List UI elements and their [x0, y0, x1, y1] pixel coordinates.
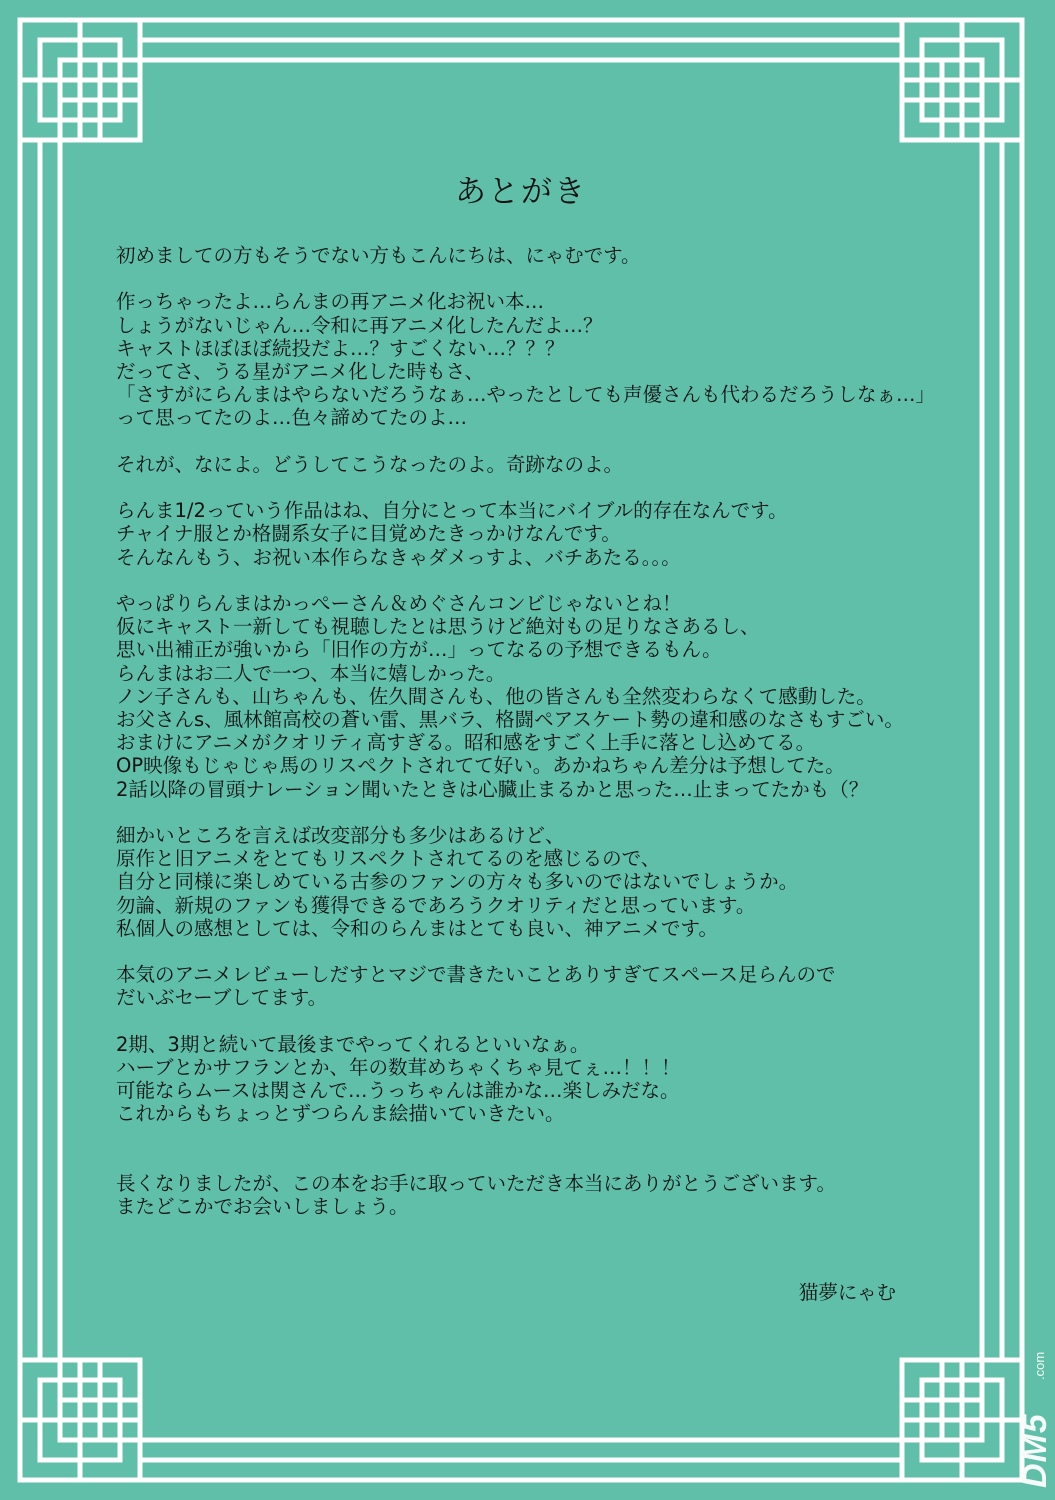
text-line: そんなんもう、お祝い本作らなきゃダメっすよ、バチあたる。。。 — [116, 545, 681, 569]
paragraph — [116, 592, 946, 801]
text-line: らんま1/2っていう作品はね、自分にとって本当にバイブル的存在なんです。 — [116, 499, 788, 523]
text-line: って思ってたのよ…色々諦めてたのよ… — [116, 406, 468, 430]
text-line: これからもちょっとずつらんま絵描いていきたい。 — [116, 1102, 565, 1126]
text-line: 2期、3期と続いて最後までやってくれるといいなぁ。 — [116, 1032, 590, 1056]
text-line: 自分と同様に楽しめている古参のファンの方々も多いのではないでしょうか。 — [116, 870, 799, 894]
corner-ornament-top-right — [902, 20, 1022, 140]
paragraph — [116, 963, 946, 1009]
text-line: 思い出補正が強いから「旧作の方が…」ってなるの予想できるもん。 — [116, 638, 722, 662]
corner-ornament-top-left — [20, 20, 140, 140]
text-line: またどこかでお会いしましょう。 — [116, 1195, 409, 1219]
afterword-body — [116, 244, 946, 1242]
author-signature: 猫夢にゃむ — [798, 1281, 896, 1304]
text-line: チャイナ服とか格闘系女子に目覚めたきっかけなんです。 — [116, 522, 621, 546]
text-line: 作っちゃったよ…らんまの再アニメ化お祝い本… — [116, 290, 545, 314]
text-line: 仮にキャスト一新しても視聴したとは思うけど絶対もの足りなさあるし、 — [116, 615, 760, 639]
text-line: やっぱりらんまはかっぺーさん＆めぐさんコンビじゃないとね！ — [116, 591, 682, 615]
text-line: 初めましての方もそうでない方もこんにちは、にゃむです。 — [116, 244, 641, 267]
corner-ornament-bottom-left — [20, 1360, 140, 1480]
text-line: 「さすがにらんまはやらないだろうなぁ…やったとしても声優さんも代わるだろうしなぁ…」 — [116, 383, 936, 407]
text-line: おまけにアニメがクオリティ高すぎる。昭和感をすごく上手に落とし込めてる。 — [116, 731, 816, 755]
text-line: 勿論、新規のファンも獲得できるであろうクオリティだと思っています。 — [116, 893, 756, 917]
paragraph — [116, 824, 946, 940]
text-line: ノン子さんも、山ちゃんも、佐久間さんも、他の皆さんも全然変わらなくて感動した。 — [116, 684, 876, 708]
page-title: あとがき — [455, 174, 587, 210]
text-line: 本気のアニメレビューしだすとマジで書きたいことありすぎてスペース足らんので — [116, 963, 836, 987]
text-line: お父さんs、風林館高校の蒼い雷、黒バラ、格闘ペアスケート勢の違和感のなさもすごい。 — [116, 708, 904, 731]
text-line: OP映像もじゃじゃ馬のリスペクトされてて好い。あかねちゃん差分は予想してた。 — [116, 754, 845, 778]
paragraph — [116, 1172, 946, 1218]
text-line: しょうがないじゃん…令和に再アニメ化したんだよ…？ — [116, 313, 603, 337]
text-line: 2話以降の冒頭ナレーション聞いたときは心臓止まるかと思った…止まってたかも（？ — [116, 777, 869, 801]
text-line: それが、なによ。どうしてこうなったのよ。奇跡なのよ。 — [116, 452, 624, 476]
paragraph — [116, 244, 946, 267]
text-line: 可能ならムースは関さんで…うっちゃんは誰かな…楽しみだな。 — [116, 1079, 680, 1103]
watermark-domain: .com — [1032, 1351, 1047, 1380]
paragraph — [116, 1033, 946, 1126]
text-line: 長くなりましたが、この本をお手に取っていただき本当にありがとうございます。 — [116, 1172, 836, 1195]
text-line: ハーブとかサフランとか、年の数茸めちゃくちゃ見てぇ…！！！ — [116, 1056, 681, 1079]
paragraph — [116, 499, 946, 569]
text-line: だってさ、うる星がアニメ化した時もさ、 — [116, 360, 484, 383]
text-line: だいぶセーブしてます。 — [116, 986, 328, 1010]
text-line: らんまはお二人で一つ、本当に嬉しかった。 — [116, 661, 506, 685]
text-line: 原作と旧アニメをとてもリスペクトされてるのを感じるので、 — [116, 847, 661, 871]
text-line: 細かいところを言えば改変部分も多少はあるけど、 — [116, 824, 565, 847]
watermark-logo: DM5 — [1016, 1413, 1054, 1488]
paragraph — [116, 453, 946, 476]
paragraph — [116, 290, 946, 429]
text-line: キャストほぼほぼ続投だよ…？すごくない…？？？ — [116, 336, 565, 360]
text-line: 私個人の感想としては、令和のらんまはとても良い、神アニメです。 — [116, 916, 718, 940]
corner-ornament-bottom-right — [902, 1360, 1022, 1480]
